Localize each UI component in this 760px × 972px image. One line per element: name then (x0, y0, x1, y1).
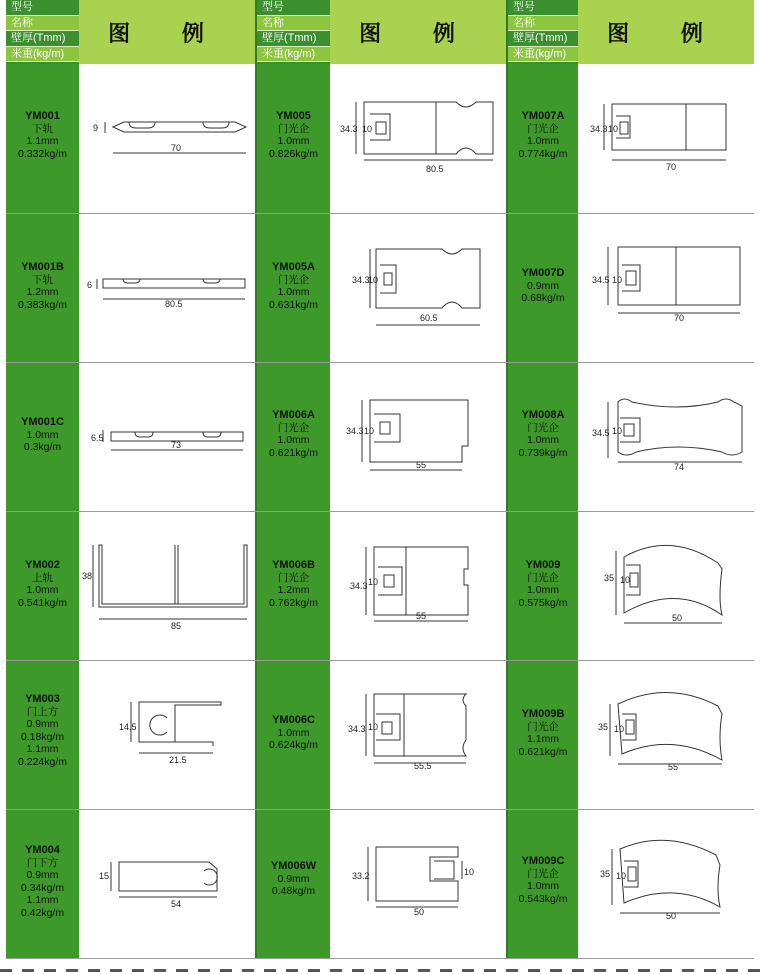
profile-spec (6, 693, 79, 768)
dimension-label: 14.5 (119, 722, 137, 732)
profile-code: YM005 (276, 110, 311, 122)
profile-weight: 0.621kg/m (518, 745, 568, 758)
profile-thickness-alt: 1.1mm (26, 743, 59, 755)
profile-code: YM005A (272, 261, 315, 273)
header-title-col-2: 图 例 (330, 0, 506, 64)
profile-weight-alt: 0.42kg/m (20, 906, 65, 919)
dimension-label: 55 (668, 762, 679, 772)
dimension-label: 6.5 (91, 433, 104, 443)
dimension-label: 70 (171, 143, 182, 153)
profile-name: 门光企 (527, 571, 559, 584)
profile-weight: 0.624kg/m (268, 739, 319, 751)
profile-spec (508, 708, 578, 758)
profile-name: 门光企 (277, 273, 310, 286)
profile-weight: 0.762kg/m (268, 596, 319, 609)
dimension-label: 34.3 (352, 275, 370, 285)
profile-name: 门光企 (527, 720, 559, 733)
profile-drawing-ym003 (79, 660, 255, 809)
profile-drawing-ym009 (578, 511, 754, 660)
profile-code: YM001C (21, 416, 64, 428)
profile-weight: 0.739kg/m (518, 446, 568, 459)
profile-name: 上轨 (32, 571, 53, 584)
header-label-weight: 米重(kg/m) (6, 47, 79, 63)
dimension-label: 70 (674, 313, 685, 323)
profile-thickness: 0.9mm (526, 279, 560, 292)
profile-drawing-ym005 (330, 64, 506, 213)
dimension-label: 10 (608, 124, 619, 134)
profile-name: 门光企 (527, 122, 559, 135)
profile-thickness: 1.0mm (277, 726, 310, 739)
profile-spec (508, 267, 578, 305)
header-labels-col-3 (508, 0, 578, 64)
profile-code: YM007A (521, 110, 565, 122)
profile-drawing-ym001b (79, 213, 255, 362)
profile-thickness: 1.2mm (277, 584, 310, 596)
dimension-label: 85 (171, 621, 182, 631)
header-labels-col-1 (6, 0, 79, 64)
profile-code: YM009B (521, 708, 565, 720)
profile-code: YM006W (270, 860, 317, 872)
profile-drawing-ym008a (578, 362, 754, 511)
dimension-label: 10 (362, 124, 373, 134)
profile-thickness: 0.9mm (277, 872, 310, 885)
dimension-label: 10 (612, 275, 623, 285)
dimension-label: 34.3 (340, 124, 358, 134)
dimension-label: 10 (368, 275, 379, 285)
profile-name: 门光企 (277, 122, 310, 135)
profile-thickness: 1.0mm (526, 135, 560, 147)
dimension-label: 70 (666, 162, 677, 172)
profile-drawing-ym006w (330, 809, 506, 958)
profile-spec (257, 409, 330, 459)
profile-code: YM006B (272, 559, 315, 571)
profile-name: 下轨 (32, 273, 53, 286)
dimension-label: 10 (368, 577, 379, 587)
dimension-label: 55 (416, 611, 427, 621)
profile-name: 门光企 (527, 421, 559, 434)
profile-drawing-ym004 (79, 809, 255, 958)
dimension-label: 35 (604, 573, 615, 583)
profile-drawing-ym005a (330, 213, 506, 362)
profile-spec (508, 409, 578, 459)
dimension-label: 33.2 (352, 871, 370, 881)
header-labels-col-2 (257, 0, 330, 64)
profile-name: 门光企 (527, 867, 559, 880)
profile-drawing-ym009c (578, 809, 754, 958)
dimension-label: 10 (368, 722, 379, 732)
header-label-name: 名称 (508, 16, 578, 32)
profile-drawing-ym006a (330, 362, 506, 511)
profile-spec (508, 855, 578, 905)
profile-weight: 0.621kg/m (268, 446, 319, 459)
profile-weight: 0.48kg/m (271, 885, 316, 897)
profile-thickness: 1.0mm (26, 428, 59, 441)
profile-drawing-ym007d (578, 213, 754, 362)
profile-code: YM004 (25, 844, 60, 856)
header-title-col-1: 图 例 (79, 0, 255, 64)
profile-drawing-ym007a (578, 64, 754, 213)
profile-drawing-ym006b (330, 511, 506, 660)
profile-weight: 0.575kg/m (518, 596, 568, 609)
profile-code: YM001B (21, 261, 64, 273)
profile-code: YM008A (521, 409, 565, 421)
profile-thickness: 0.9mm (26, 718, 59, 730)
profile-code: YM003 (25, 693, 60, 705)
dimension-label: 55.5 (414, 761, 432, 771)
header-label-weight: 米重(kg/m) (508, 47, 578, 63)
dimension-label: 15 (99, 871, 110, 881)
header-label-name: 名称 (257, 16, 330, 32)
dimension-label: 60.5 (420, 313, 438, 323)
profile-thickness: 1.0mm (277, 286, 310, 298)
dimension-label: 34.5 (592, 428, 610, 438)
profile-code: YM006C (272, 714, 315, 726)
dimension-label: 34.3 (348, 724, 366, 734)
profile-spec (6, 110, 79, 160)
profile-thickness: 0.9mm (26, 869, 59, 881)
profile-spec (508, 559, 578, 609)
profile-weight: 0.826kg/m (268, 147, 319, 160)
profile-code: YM002 (25, 559, 60, 571)
dimension-label: 74 (674, 462, 685, 472)
profile-drawing-ym006c (330, 660, 506, 809)
profile-drawing-ym002 (79, 511, 255, 660)
header-label-model: 型号 (257, 0, 330, 16)
header-label-name: 名称 (6, 16, 79, 32)
dimension-label: 34.3 (350, 581, 368, 591)
dimension-label: 80.5 (165, 299, 183, 309)
dimension-label: 10 (364, 426, 375, 436)
profile-code: YM006A (272, 409, 315, 421)
profile-name: 门下方 (26, 856, 59, 869)
dimension-label: 54 (171, 899, 182, 909)
dimension-label: 34.5 (592, 275, 610, 285)
dimension-label: 38 (82, 571, 93, 581)
profile-name: 门光企 (277, 571, 310, 584)
dimension-label: 50 (666, 911, 677, 921)
profile-thickness: 1.2mm (26, 286, 59, 298)
dimension-label: 35 (600, 869, 611, 879)
dimension-label: 10 (612, 426, 623, 436)
header-label-thickness: 壁厚(Tmm) (257, 31, 330, 47)
header-label-weight: 米重(kg/m) (257, 47, 330, 63)
profile-weight: 0.383kg/m (17, 298, 68, 311)
dimension-label: 10 (620, 575, 631, 585)
profile-spec (6, 416, 79, 454)
dimension-label: 9 (93, 123, 99, 133)
profile-weight: 0.631kg/m (268, 298, 319, 311)
dimension-label: 34.3 (590, 124, 608, 134)
header-label-model: 型号 (6, 0, 79, 16)
profile-name: 门上方 (26, 705, 59, 718)
row-divider (6, 958, 754, 959)
profile-weight: 0.34kg/m (20, 881, 65, 894)
profile-weight: 0.774kg/m (518, 147, 568, 160)
dimension-label: 73 (171, 440, 182, 450)
profile-code: YM009 (525, 559, 561, 571)
dimension-label: 55 (416, 460, 427, 470)
profile-drawing-ym009b (578, 660, 754, 809)
profile-thickness: 1.0mm (277, 135, 310, 147)
profile-code: YM007D (521, 267, 565, 279)
profile-thickness: 1.0mm (277, 434, 310, 446)
profile-thickness: 1.1mm (526, 733, 560, 745)
profile-code: YM009C (521, 855, 565, 867)
dimension-label: 6 (87, 280, 93, 290)
header-label-thickness: 壁厚(Tmm) (508, 31, 578, 47)
dimension-label: 34.3 (346, 426, 364, 436)
dimension-label: 10 (464, 867, 475, 877)
profile-weight: 0.541kg/m (17, 596, 68, 609)
profile-thickness: 1.0mm (526, 434, 560, 446)
profile-spec (257, 261, 330, 311)
profile-weight: 0.332kg/m (17, 147, 68, 160)
dimension-label: 35 (598, 722, 609, 732)
profile-weight: 0.68kg/m (521, 292, 565, 304)
profile-spec (257, 714, 330, 752)
dimension-label: 10 (616, 871, 627, 881)
profile-weight: 0.543kg/m (518, 892, 568, 905)
profile-spec (257, 559, 330, 609)
header-label-thickness: 壁厚(Tmm) (6, 31, 79, 47)
dimension-label: 50 (672, 613, 683, 623)
profile-spec (257, 860, 330, 898)
profile-spec (257, 110, 330, 160)
profile-thickness-alt: 1.1mm (26, 894, 59, 906)
header-title-col-3: 图 例 (578, 0, 754, 64)
profile-weight: 0.3kg/m (23, 441, 62, 453)
profile-thickness: 1.1mm (26, 135, 59, 147)
dimension-label: 50 (414, 907, 425, 917)
profile-code: YM001 (25, 110, 60, 122)
dimension-label: 10 (614, 724, 625, 734)
profile-spec (6, 844, 79, 919)
dimension-label: 21.5 (169, 755, 187, 765)
header-label-model: 型号 (508, 0, 578, 16)
profile-weight: 0.18kg/m (20, 730, 65, 743)
profile-spec (508, 110, 578, 160)
profile-spec (6, 559, 79, 609)
profile-thickness: 1.0mm (526, 584, 560, 596)
dimension-label: 80.5 (426, 164, 444, 174)
profile-thickness: 1.0mm (26, 584, 59, 596)
profile-name: 下轨 (32, 122, 53, 135)
profile-name: 门光企 (277, 421, 310, 434)
profile-drawing-ym001c (79, 362, 255, 511)
profile-thickness: 1.0mm (526, 880, 560, 892)
profile-drawing-ym001 (79, 64, 255, 213)
profile-spec (6, 261, 79, 311)
profile-weight-alt: 0.224kg/m (17, 755, 68, 768)
